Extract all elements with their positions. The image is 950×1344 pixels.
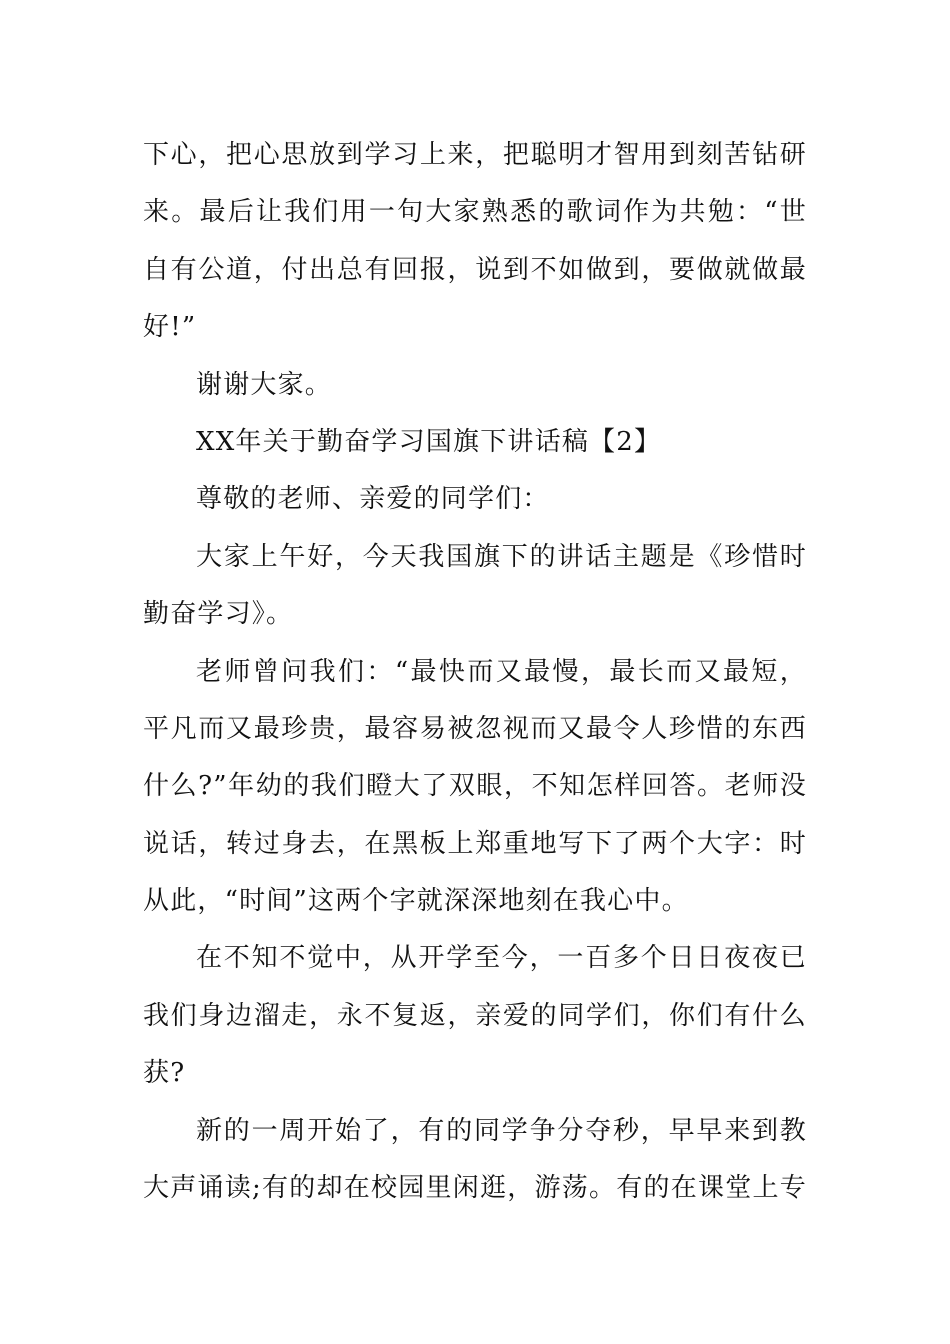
- document-body-text: [143, 127, 807, 1217]
- text-line: 新的一周开始了，有的同学争分夺秒，早早来到教: [196, 1115, 807, 1146]
- text-line: 说话，转过身去，在黑板上郑重地写下了两个大字：时: [143, 828, 807, 859]
- text-line: 下心，把心思放到学习上来，把聪明才智用到刻苦钻研: [143, 140, 807, 170]
- text-line: XX年关于勤奋学习国旗下讲话稿【2】: [196, 426, 662, 457]
- text-line: 从此，“时间”这两个字就深深地刻在我心中。: [143, 886, 689, 917]
- text-line: 自有公道，付出总有回报，说到不如做到，要做就做最: [143, 254, 807, 285]
- text-line: 好!”: [143, 312, 197, 343]
- text-line: 平凡而又最珍贵，最容易被忽视而又最令人珍惜的东西: [143, 713, 807, 744]
- text-line: 老师曾问我们：“最快而又最慢，最长而又最短，: [196, 656, 807, 687]
- text-line: 我们身边溜走，永不复返，亲爱的同学们，你们有什么: [143, 1000, 807, 1031]
- text-line: 尊敬的老师、亲爱的同学们：: [196, 484, 550, 515]
- text-line: 在不知不觉中，从开学至今，一百多个日日夜夜已: [196, 943, 807, 974]
- text-line: 大声诵读;有的却在校园里闲逛，游荡。有的在课堂上专: [143, 1173, 807, 1204]
- text-line: 勤奋学习》。: [143, 599, 294, 630]
- text-line: 来。最后让我们用一句大家熟悉的歌词作为共勉：“世: [143, 197, 807, 228]
- text-line: 什么?”年幼的我们瞪大了双眼，不知怎样回答。老师没: [143, 771, 807, 802]
- text-line: 获?: [143, 1058, 186, 1089]
- text-line: 谢谢大家。: [196, 369, 333, 400]
- text-line: 大家上午好，今天我国旗下的讲话主题是《珍惜时: [196, 541, 807, 572]
